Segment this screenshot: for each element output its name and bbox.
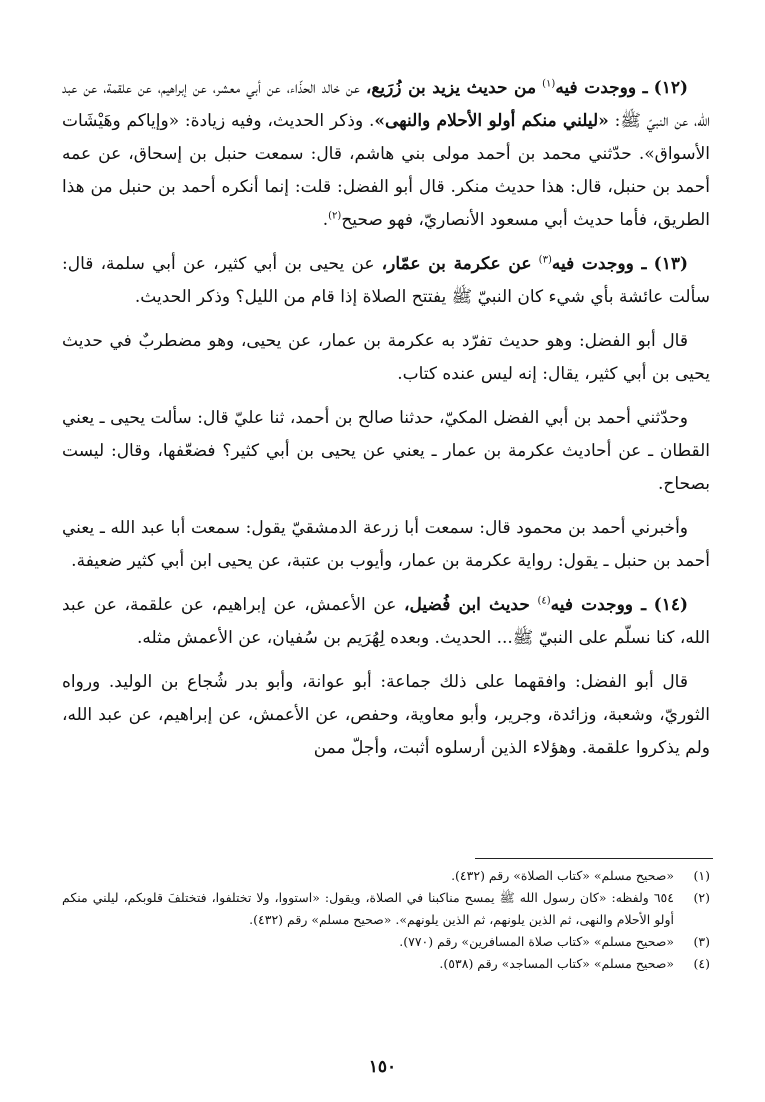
hadith-quote: «ليلني منكم أولو الأحلام والنهى» (374, 111, 609, 131)
entry-number: (١٣) (653, 254, 689, 274)
entry-title: حديث ابن فُضيل، (404, 595, 530, 615)
page-number: ١٥٠ (368, 1057, 397, 1077)
entry-heading: ـ ووجدت فيه (551, 254, 647, 274)
entry-14 (62, 589, 710, 655)
entry-text: عن الأعمش، عن إبراهيم، عن علقمة، عن عبد الله، كنا نسلّم على النبيّ ﷺ... الحديث. وبعده لِهُرَيم بن سُفيان، عن الأعمش مثله. (62, 595, 710, 648)
paragraph: وحدّثني أحمد بن أبي الفضل المكيّ، حدثنا صالح بن أحمد، ثنا عليّ قال: سألت يحيى ـ يعني القطان ـ عن أحاديث عكرمة بن عمار ـ يعني عن يحيى بن أبي كثير؟ فضعّفها، وقال: ليست بصحاح. (62, 408, 710, 494)
entry-12 (62, 72, 710, 237)
footnote-text: ٦٥٤ ولفظه: «كان رسول الله ﷺ يمسح مناكبنا في الصلاة، ويقول: «استووا، ولا تختلفوا، فتختلفَ قلوبكم، ليلني منكم أولو الأحلام والنهى، ثم الذين يلونهم، ثم الذين يلونهم». «صحيح مسلم» رقم (٤٣٢). (62, 890, 674, 927)
footnote-text: «صحيح مسلم» «كتاب صلاة المسافرين» رقم (٧٧٠). (399, 934, 674, 949)
footnote-ref: (٢) (328, 210, 342, 222)
footnote (62, 887, 710, 931)
footnote-text: «صحيح مسلم» «كتاب الصلاة» رقم (٤٣٢). (451, 868, 674, 883)
footnote-number: (٤) (693, 956, 710, 971)
entry-text: . وذكر الحديث، وفيه زيادة: «وإياكم وهَيْشَات الأسواق». حدّثني محمد بن أحمد مولى بني هاشم، قال: سمعت حنبل بن إسحاق، عن عمه أحمد بن حنبل، قال: هذا حديث منكر. قال أبو الفضل: قلت: إنما أنكره أحمد بن حنبل من هذا الطريق، فأما حديث أبي مسعود الأنصاريّ، فهو صحيح (62, 111, 710, 230)
entry-title: من حديث يزيد بن زُرَيع، (365, 78, 537, 98)
entry-text: عن يحيى بن أبي كثير، عن أبي سلمة، قال: سألت عائشة بأي شيء كان النبيّ ﷺ يفتتح الصلاة إذا قام من الليل؟ وذكر الحديث. (62, 254, 710, 307)
footnotes (62, 865, 710, 975)
entry-number: (١٤) (653, 595, 689, 615)
entry-heading: ـ ووجدت فيه (555, 78, 648, 98)
footnote-ref: (٤) (537, 595, 551, 607)
footnote-ref: (١) (542, 78, 556, 90)
footnote-number: (١) (693, 868, 710, 883)
footnote-ref: (٣) (538, 254, 552, 266)
entry-end: . (322, 210, 329, 230)
entry-heading: ـ ووجدت فيه (550, 595, 647, 615)
footnote (62, 865, 710, 887)
entry-title: عن عكرمة بن عمّار، (381, 254, 532, 274)
paragraph: قال أبو الفضل: وهو حديث تفرّد به عكرمة بن عمار، عن يحيى، وهو مضطربٌ في حديث يحيى بن أبي كثير، يقال: إنه ليس عنده كتاب. (62, 331, 710, 384)
footnote-text: «صحيح مسلم» «كتاب المساجد» رقم (٥٣٨). (439, 956, 674, 971)
entry-text: عن خالد الحذّاء، عن أبي معشر، عن إبراهيم، عن علقمة، عن عبد الله، عن النبيّ ﷺ: (62, 78, 710, 131)
main-text (62, 72, 710, 776)
entry-number: (١٢) (653, 78, 689, 98)
entry-13 (62, 248, 710, 314)
paragraph: قال أبو الفضل: وافقهما على ذلك جماعة: أبو عوانة، وأبو بدر شُجاع بن الوليد. ورواه الثوريّ، وشعبة، وزائدة، وجرير، وأبو معاوية، وحفص، عن الأعمش، عن إبراهيم، عن عبد الله، ولم يذكروا علقمة. وهؤلاء الذين أرسلوه أثبت، وأجلّ ممن (62, 672, 710, 758)
footnote-number: (٢) (693, 890, 710, 905)
footnote-separator (475, 858, 713, 859)
footnote (62, 953, 710, 975)
footnote (62, 931, 710, 953)
paragraph: وأخبرني أحمد بن محمود قال: سمعت أبا زرعة الدمشقيّ يقول: سمعت أبا عبد الله ـ يعني أحمد بن حنبل ـ يقول: رواية عكرمة بن عمار، وأيوب بن عتبة، عن يحيى ابن أبي كثير ضعيفة. (62, 518, 710, 571)
footnote-number: (٣) (693, 934, 710, 949)
